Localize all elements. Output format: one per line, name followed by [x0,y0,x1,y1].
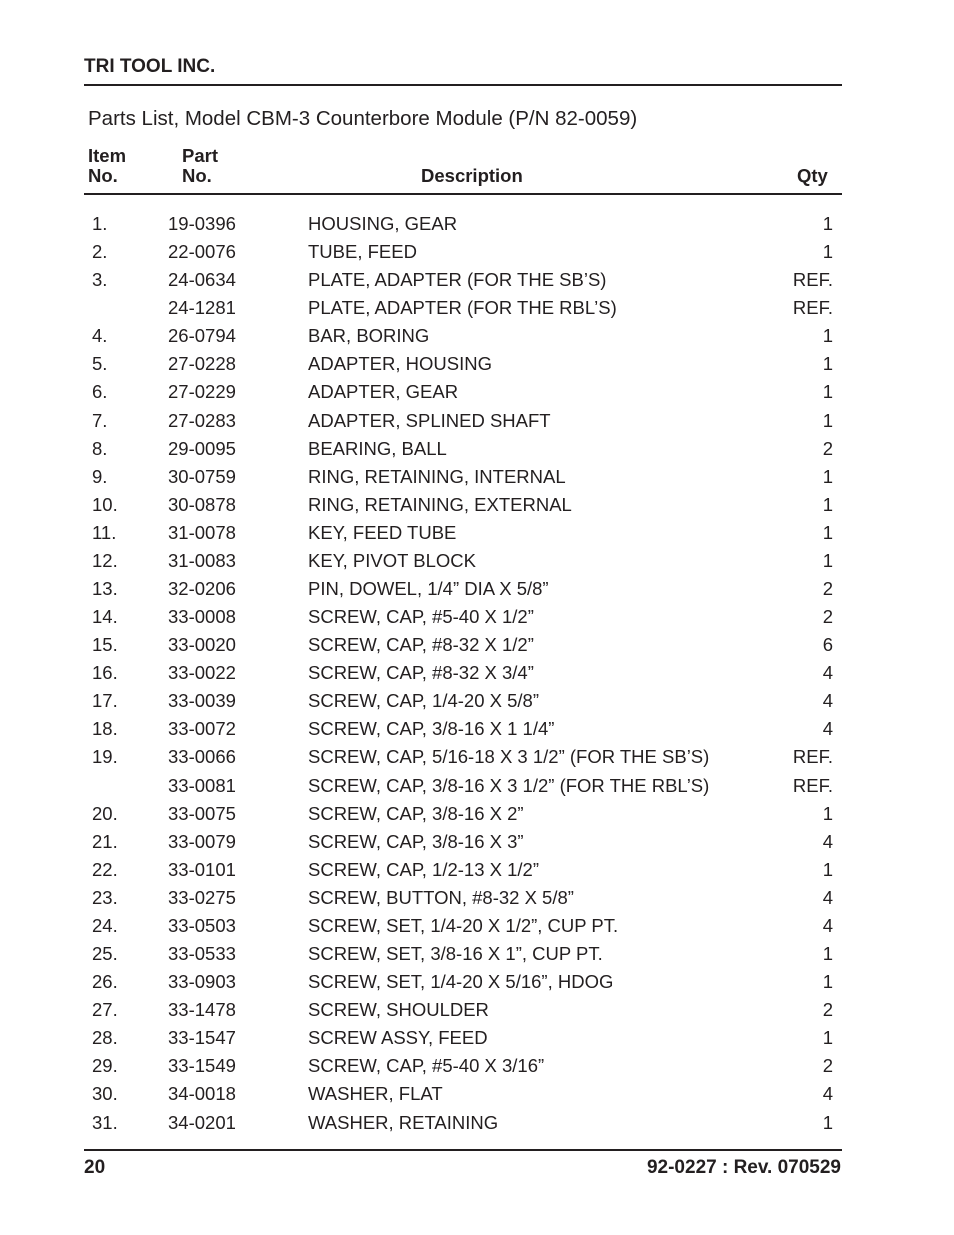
table-row [0,687,954,715]
part-description: HOUSING, GEAR [308,213,458,234]
part-number: 30-0759 [168,465,236,487]
part-quantity: 1 [822,971,833,993]
item-number: 5. [92,353,108,375]
table-row [0,968,954,996]
part-quantity: 4 [822,1083,833,1105]
column-header-part-line2: No. [182,165,212,186]
table-row [0,294,954,322]
part-quantity: 1 [822,858,833,880]
table-row [0,800,954,828]
part-description: SCREW, CAP, #8-32 X 1/2” [308,634,534,656]
table-row [0,631,954,659]
part-description: BEARING, BALL [308,437,447,459]
column-header-part-line1: Part [182,145,218,166]
part-quantity: 1 [822,943,833,965]
part-description: BAR, BORING [308,325,430,347]
item-number: 26. [92,971,118,993]
part-quantity: REF. [792,269,833,291]
company-name: TRI TOOL INC. [84,56,216,77]
table-row [0,238,954,266]
part-description: RING, RETAINING, EXTERNAL [308,493,572,515]
part-quantity: 1 [822,241,833,263]
part-quantity: 1 [822,325,833,347]
part-number: 33-0039 [168,690,236,712]
item-number: 19. [92,746,118,768]
table-row [0,1024,954,1052]
page-number: 20 [84,1157,106,1178]
part-quantity: REF. [792,774,833,796]
item-number: 4. [92,325,108,347]
part-description: SCREW, CAP, 1/4-20 X 5/8” [308,690,540,712]
part-quantity: 1 [822,409,833,431]
item-number: 8. [92,437,108,459]
column-header-item-line1: Item [88,145,127,166]
column-header-qty: Qty [797,165,828,186]
column-header-part [182,146,218,186]
table-row [0,715,954,743]
part-number: 33-0008 [168,606,236,628]
part-description: SCREW, SET, 3/8-16 X 1”, CUP PT. [308,943,603,965]
part-number: 33-0903 [168,971,236,993]
item-number: 14. [92,606,118,628]
table-row [0,828,954,856]
part-number: 33-0503 [168,914,236,936]
part-number: 22-0076 [168,241,236,263]
part-number: 33-0075 [168,802,236,824]
part-number: 32-0206 [168,578,236,600]
table-row [0,407,954,435]
part-quantity: 4 [822,914,833,936]
part-number: 33-1478 [168,999,236,1021]
part-number: 27-0283 [168,409,236,431]
part-number: 33-0079 [168,830,236,852]
item-number: 25. [92,943,118,965]
item-number: 13. [92,578,118,600]
part-description: KEY, PIVOT BLOCK [308,549,476,571]
header-rule [84,84,842,86]
part-description: ADAPTER, GEAR [308,381,459,403]
part-number: 33-0020 [168,634,236,656]
part-description: SCREW, CAP, 3/8-16 X 3” [308,830,524,852]
part-description: SCREW, SHOULDER [308,999,489,1021]
part-quantity: 1 [822,521,833,543]
part-number: 33-0081 [168,774,236,796]
part-quantity: 2 [822,578,833,600]
part-quantity: 1 [822,381,833,403]
part-number: 33-1547 [168,1027,236,1049]
part-number: 33-1549 [168,1055,236,1077]
part-number: 27-0228 [168,353,236,375]
part-number: 19-0396 [168,213,236,234]
table-row [0,266,954,294]
item-number: 6. [92,381,108,403]
part-number: 33-0275 [168,886,236,908]
table-row [0,1080,954,1108]
part-quantity: 1 [822,465,833,487]
item-number: 30. [92,1083,118,1105]
item-number: 16. [92,662,118,684]
table-row [0,772,954,800]
part-description: PLATE, ADAPTER (FOR THE RBL’S) [308,297,617,319]
table-row [0,603,954,631]
column-header-item [88,146,126,186]
part-description: SCREW, CAP, 5/16-18 X 3 1/2” (FOR THE SB’S) [308,746,710,768]
item-number: 2. [92,241,108,263]
item-number: 21. [92,830,118,852]
part-quantity: 2 [822,437,833,459]
document-revision: 92-0227 : Rev. 070529 [646,1157,841,1178]
table-row [0,519,954,547]
part-description: KEY, FEED TUBE [308,521,457,543]
part-description: SCREW, CAP, #5-40 X 1/2” [308,606,534,628]
table-row [0,210,954,238]
part-number: 30-0878 [168,493,236,515]
part-quantity: 2 [822,1055,833,1077]
part-number: 24-0634 [168,269,236,291]
part-quantity: REF. [792,297,833,319]
part-number: 33-0533 [168,943,236,965]
part-quantity: 4 [822,718,833,740]
part-number: 33-0066 [168,746,236,768]
item-number: 3. [92,269,108,291]
parts-table [0,210,954,1137]
part-quantity: 2 [822,606,833,628]
part-description: SCREW, CAP, 1/2-13 X 1/2” [308,858,540,880]
part-quantity: 1 [822,802,833,824]
part-number: 33-0022 [168,662,236,684]
item-number: 10. [92,493,118,515]
part-number: 33-0101 [168,858,236,880]
part-description: WASHER, RETAINING [308,1111,499,1133]
item-number: 1. [92,213,108,234]
part-quantity: 4 [822,886,833,908]
item-number: 22. [92,858,118,880]
item-number: 24. [92,914,118,936]
part-number: 31-0083 [168,549,236,571]
part-description: SCREW, CAP, #5-40 X 3/16” [308,1055,545,1077]
part-number: 26-0794 [168,325,236,347]
table-row [0,659,954,687]
part-description: SCREW, CAP, #8-32 X 3/4” [308,662,534,684]
item-number: 17. [92,690,118,712]
part-description: WASHER, FLAT [308,1083,443,1105]
item-number: 28. [92,1027,118,1049]
table-header-rule [84,193,842,195]
part-quantity: REF. [792,746,833,768]
item-number: 9. [92,465,108,487]
part-number: 24-1281 [168,297,236,319]
part-description: ADAPTER, HOUSING [308,353,492,375]
item-number: 11. [92,521,117,543]
table-row [0,547,954,575]
part-number: 34-0201 [168,1111,236,1133]
part-description: PLATE, ADAPTER (FOR THE SB’S) [308,269,607,291]
part-quantity: 1 [822,1027,833,1049]
item-number: 20. [92,802,118,824]
part-description: SCREW, CAP, 3/8-16 X 3 1/2” (FOR THE RBL’S) [308,774,710,796]
part-description: SCREW, CAP, 3/8-16 X 1 1/4” [308,718,555,740]
part-description: RING, RETAINING, INTERNAL [308,465,566,487]
part-number: 29-0095 [168,437,236,459]
part-description: SCREW, CAP, 3/8-16 X 2” [308,802,524,824]
part-quantity: 1 [822,1111,833,1133]
part-quantity: 4 [822,662,833,684]
part-number: 33-0072 [168,718,236,740]
item-number: 29. [92,1055,118,1077]
item-number: 23. [92,886,118,908]
table-row [0,322,954,350]
column-header-item-line2: No. [88,165,118,186]
part-number: 27-0229 [168,381,236,403]
table-row [0,435,954,463]
table-row [0,912,954,940]
item-number: 31. [92,1111,118,1133]
part-quantity: 4 [822,690,833,712]
table-row [0,463,954,491]
part-quantity: 6 [822,634,833,656]
table-row [0,1052,954,1080]
part-quantity: 1 [822,549,833,571]
part-quantity: 4 [822,830,833,852]
part-quantity: 1 [822,353,833,375]
table-row [0,378,954,406]
item-number: 12. [92,549,118,571]
footer-rule [84,1149,842,1151]
table-row [0,743,954,771]
column-header-description: Description [421,165,523,186]
table-row [0,940,954,968]
part-number: 34-0018 [168,1083,236,1105]
part-description: SCREW, SET, 1/4-20 X 5/16”, HDOG [308,971,614,993]
part-description: SCREW ASSY, FEED [308,1027,488,1049]
part-quantity: 2 [822,999,833,1021]
part-quantity: 1 [822,493,833,515]
item-number: 7. [92,409,108,431]
table-row [0,575,954,603]
page-title: Parts List, Model CBM-3 Counterbore Module (P/N 82-0059) [88,107,638,130]
item-number: 27. [92,999,118,1021]
table-row [0,1109,954,1137]
table-row [0,884,954,912]
part-description: SCREW, SET, 1/4-20 X 1/2”, CUP PT. [308,914,619,936]
table-row [0,350,954,378]
part-description: TUBE, FEED [308,241,417,263]
table-row [0,491,954,519]
part-quantity: 1 [822,213,833,234]
item-number: 15. [92,634,118,656]
table-row [0,996,954,1024]
part-description: PIN, DOWEL, 1/4” DIA X 5/8” [308,578,549,600]
item-number: 18. [92,718,118,740]
table-row [0,856,954,884]
part-description: SCREW, BUTTON, #8-32 X 5/8” [308,886,574,908]
part-number: 31-0078 [168,521,236,543]
part-description: ADAPTER, SPLINED SHAFT [308,409,551,431]
